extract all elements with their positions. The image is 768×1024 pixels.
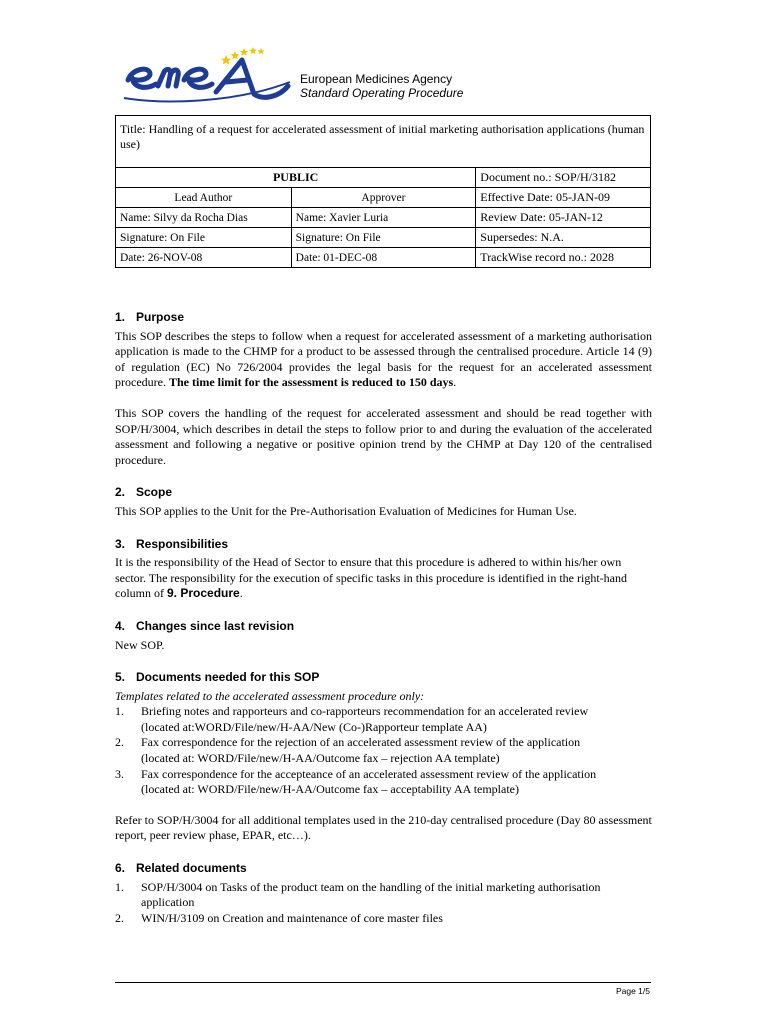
- approver-signature: Signature: On File: [291, 228, 476, 248]
- list-text: SOP/H/3004 on Tasks of the product team on the handling of the initial marketing authorisation application: [141, 879, 601, 910]
- section-heading: [115, 485, 652, 501]
- trackwise-record: TrackWise record no.: 2028: [476, 248, 651, 268]
- section-title: Changes since last revision: [136, 618, 295, 633]
- section-heading: [115, 861, 652, 877]
- list-item: [115, 735, 652, 766]
- section-responsibilities: [115, 537, 652, 602]
- footer-divider: [115, 982, 651, 983]
- purpose-paragraph-2: This SOP covers the handling of the request for accelerated assessment and should be read together with SOP/H/3004, which describes in detail the steps to follow prior to and during the evaluation of the accelerated assessment and following a negative or positive opinion trend by the CHMP at Day 120 of the centralised procedure.: [115, 405, 652, 467]
- lead-author-date: Date: 26-NOV-08: [116, 248, 292, 268]
- text: This SOP describes the steps to follow when a request for accelerated assessment of a marketing authorisation application is made to the CHMP for a product to be assessed through the centralised procedure. Article 14 (9) of regulation (EC) No 726/2004 provides the legal basis for the request for an accelerated assessment procedure.: [115, 328, 652, 390]
- list-item: [115, 704, 652, 735]
- section-related: [115, 861, 652, 926]
- approver-header: Approver: [291, 188, 476, 208]
- section-purpose: [115, 310, 652, 468]
- page-number: Page 1/5: [615, 986, 650, 996]
- section-number: 2.: [115, 485, 126, 500]
- list-text: WIN/H/3109 on Creation and maintenance of core master files: [141, 910, 443, 925]
- agency-header: [300, 72, 463, 100]
- list-number: 3.: [115, 766, 124, 781]
- text: .: [239, 586, 243, 601]
- related-documents-list: [115, 880, 652, 927]
- agency-name: European Medicines Agency: [300, 72, 453, 86]
- list-item: [115, 880, 652, 911]
- purpose-paragraph-1: [115, 329, 652, 391]
- section-number: 5.: [115, 670, 126, 685]
- section-title: Purpose: [136, 310, 185, 324]
- section-heading: [115, 537, 652, 553]
- section-scope: [115, 485, 652, 519]
- emphasis-text: The time limit for the assessment is reduced to 150 days: [168, 375, 454, 390]
- section-title: Related documents: [136, 861, 247, 876]
- lead-author-name: Name: Silvy da Rocha Dias: [116, 208, 292, 228]
- document-number: Document no.: SOP/H/3182: [476, 168, 651, 188]
- sop-metadata-table: [115, 115, 651, 268]
- list-text: Fax correspondence for the accepteance of an accelerated assessment review of the application: [141, 766, 597, 781]
- list-location: (located at:WORD/File/new/H-AA/New (Co-)Rapporteur template AA): [141, 719, 487, 734]
- list-item: [115, 767, 652, 798]
- list-number: 1.: [115, 879, 124, 894]
- review-date: Review Date: 05-JAN-12: [476, 208, 651, 228]
- section-title: Responsibilities: [136, 536, 229, 551]
- emea-logo: [122, 42, 294, 106]
- section-number: 1.: [115, 310, 126, 324]
- templates-intro: Templates related to the accelerated assessment procedure only:: [115, 688, 425, 703]
- responsibilities-paragraph: [115, 555, 652, 602]
- document-body: [115, 310, 652, 943]
- list-item: [115, 911, 652, 927]
- approver-name: Name: Xavier Luria: [291, 208, 476, 228]
- section-heading: [115, 619, 652, 635]
- section-number: 6.: [115, 861, 126, 876]
- list-number: 2.: [115, 735, 124, 750]
- effective-date: Effective Date: 05-JAN-09: [476, 188, 651, 208]
- classification-label: PUBLIC: [116, 168, 476, 188]
- refer-paragraph: Refer to SOP/H/3004 for all additional templates used in the 210-day centralised procedure (Day 80 assessment report, peer review phase, EPAR, etc…).: [115, 812, 652, 843]
- lead-author-signature: Signature: On File: [116, 228, 292, 248]
- list-number: 1.: [115, 704, 124, 719]
- section-number: 4.: [115, 618, 126, 633]
- section-changes: [115, 619, 652, 653]
- section-title: Scope: [136, 485, 173, 500]
- section-heading: [115, 310, 652, 326]
- list-number: 2.: [115, 910, 124, 925]
- list-text: Fax correspondence for the rejection of an accelerated assessment review of the application: [141, 735, 581, 750]
- list-text: Briefing notes and rapporteurs and co-rapporteurs recommendation for an accelerated review: [141, 704, 589, 719]
- section-documents: [115, 670, 652, 844]
- templates-list: [115, 704, 652, 798]
- scope-paragraph: This SOP applies to the Unit for the Pre-Authorisation Evaluation of Medicines for Human Use.: [115, 503, 577, 518]
- changes-paragraph: New SOP.: [115, 637, 165, 652]
- document-type: Standard Operating Procedure: [300, 86, 464, 100]
- list-location: (located at: WORD/File/new/H-AA/Outcome fax – acceptability AA template): [141, 782, 519, 797]
- list-location: (located at: WORD/File/new/H-AA/Outcome fax – rejection AA template): [141, 751, 500, 766]
- text: It is the responsibility of the Head of Sector to ensure that this procedure is adhered to within his/her own sector. The responsibility for the execution of specific tasks in this procedure is identified in the right-hand column of: [115, 555, 627, 601]
- approver-date: Date: 01-DEC-08: [291, 248, 476, 268]
- procedure-reference: 9. Procedure: [167, 586, 240, 601]
- lead-author-header: Lead Author: [116, 188, 292, 208]
- supersedes: Supersedes: N.A.: [476, 228, 651, 248]
- text: .: [453, 375, 457, 390]
- sop-title: Title: Handling of a request for accelerated assessment of initial marketing authorisation applications (human use): [116, 116, 651, 168]
- section-heading: [115, 670, 652, 686]
- section-number: 3.: [115, 536, 126, 551]
- section-title: Documents needed for this SOP: [136, 670, 320, 685]
